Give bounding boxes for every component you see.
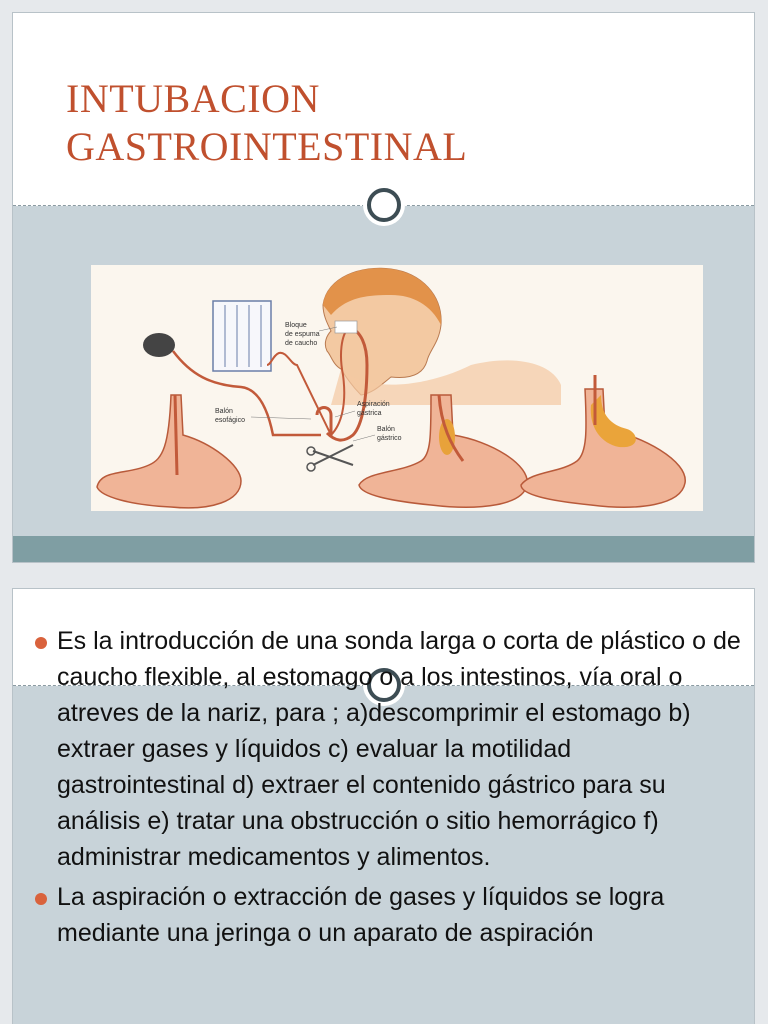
leader-line (251, 417, 311, 419)
stomach-1-tube (175, 395, 177, 475)
label-aspiracion-1: Aspiración (357, 401, 390, 408)
bullet-dot-icon (35, 893, 47, 905)
bullet-item (33, 879, 745, 951)
foam-block (335, 321, 357, 333)
illustration-svg (91, 265, 703, 511)
bullet-text: Es la introducción de una sonda larga o corta de plástico o de caucho flexible, al estomago o a los intestinos, vía oral o atreves de la nariz, para ; a)descomprimir el estomago b) extraer gases y líquidos c) evaluar la motilidad gastrointestinal d) extraer el contenido gástrico para su análisis e) tratar una obstrucción o sitio hemorrágico f) administrar medicamentos y alimentos. (57, 627, 741, 871)
bullet-dot-icon (35, 637, 47, 649)
label-balon-esof-2: esofágico (215, 417, 245, 424)
manometer-tube (267, 353, 331, 435)
intubation-illustration (91, 265, 703, 511)
label-balon-gast-2: gástrico (377, 435, 402, 442)
suction-bulb (143, 333, 175, 357)
scissors-icon (313, 445, 353, 465)
leader-line (353, 435, 375, 441)
footer-band (13, 536, 754, 562)
bullet-item (33, 623, 745, 875)
manometer-frame (213, 301, 271, 371)
scissors-handle (307, 463, 315, 471)
slide-1 (12, 12, 755, 563)
label-balon-esof-1: Balón (215, 408, 233, 415)
bullet-text: La aspiración o extracción de gases y líquidos se logra mediante una jeringa o un aparato de aspiración (57, 883, 665, 947)
slide-title: INTUBACION GASTROINTESTINAL (66, 76, 468, 169)
label-aspiracion-2: gástrica (357, 410, 382, 417)
label-bloque-1: Bloque (285, 322, 307, 329)
label-balon-gast-1: Balón (377, 426, 395, 433)
slide-2 (12, 588, 755, 1024)
stomach-3 (521, 389, 685, 507)
divider-circle-icon (367, 188, 401, 222)
label-bloque-3: de caucho (285, 340, 318, 347)
label-bloque-2: de espuma (285, 331, 320, 338)
gastric-balloon (439, 419, 455, 455)
bullet-list (33, 623, 745, 955)
leader-line (335, 411, 355, 417)
